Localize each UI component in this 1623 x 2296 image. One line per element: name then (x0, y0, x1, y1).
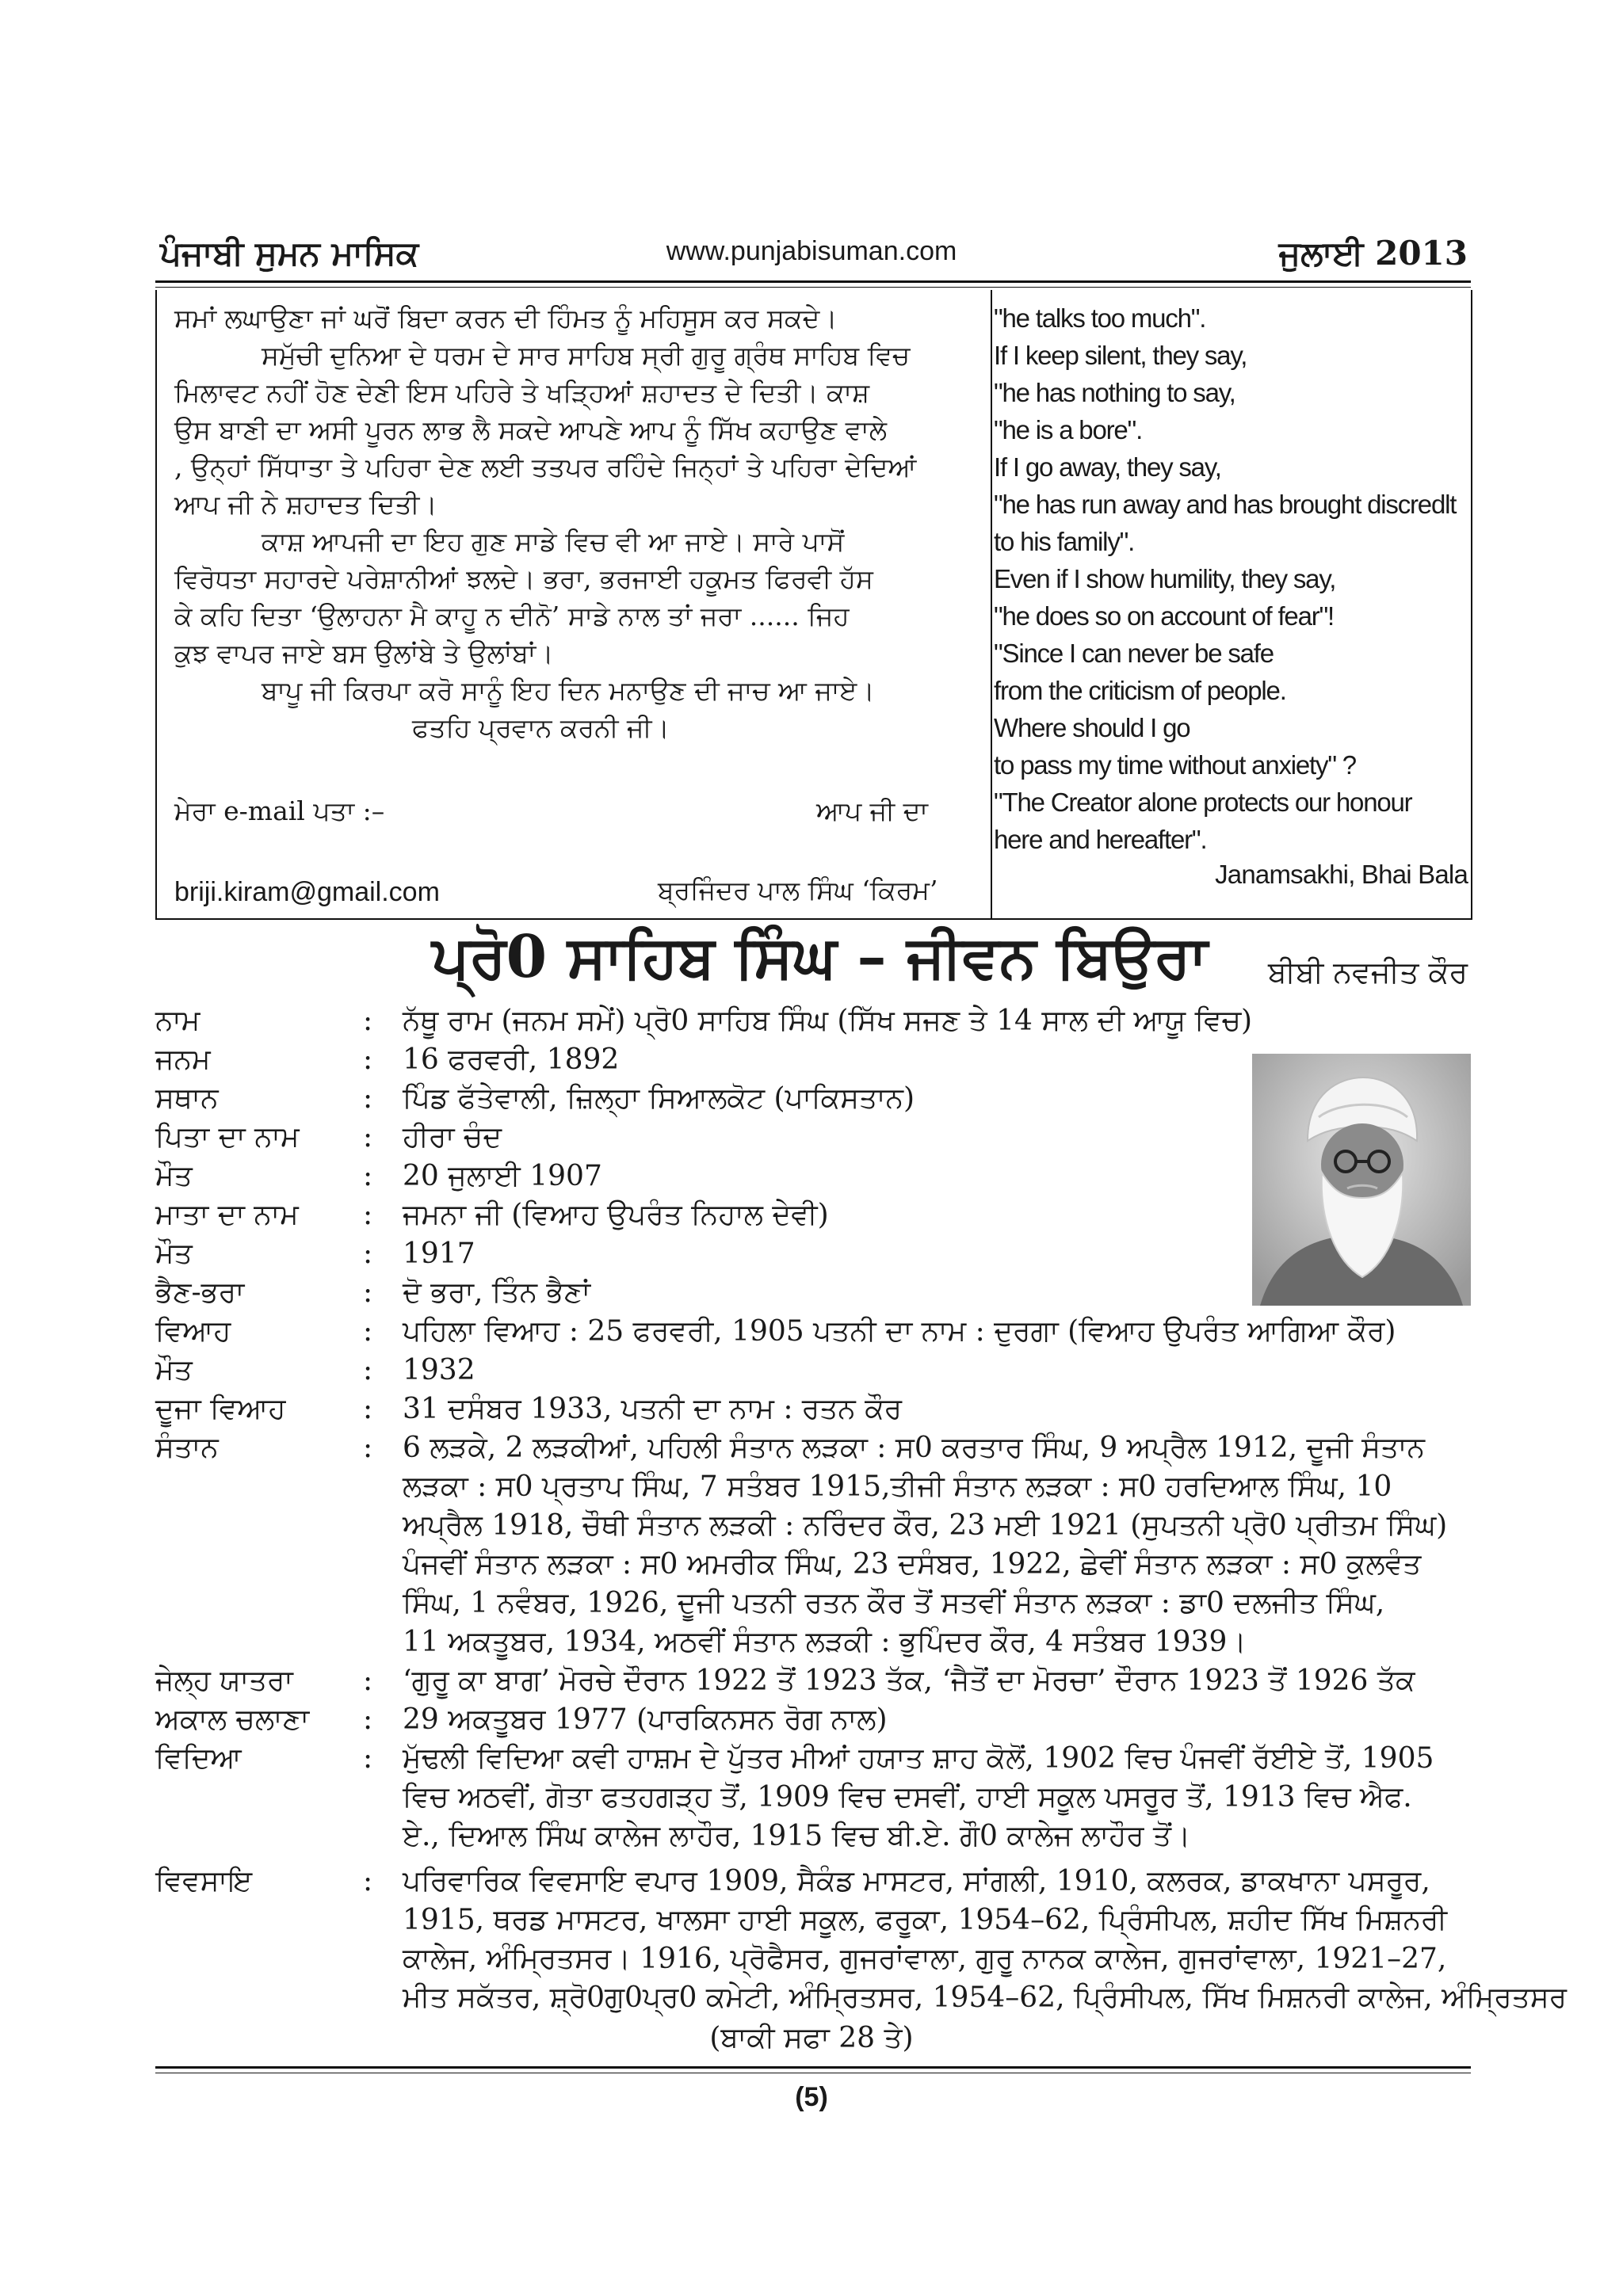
bio-value (403, 1273, 1472, 1312)
page-number: (5) (795, 2082, 828, 2112)
bio-value-line: ਕਾਲੇਜ, ਅੰਮ੍ਰਿਤਸਰ। 1916, ਪ੍ਰੋਫੈਸਰ, ਗੁਜਰਾਂਵਾਲਾ, ਗੁਰੂ ਨਾਨਕ ਕਾਲੇਜ, ਗੁਜਰਾਂਵਾਲਾ, 1921–27, (403, 1943, 1447, 1975)
bio-label: ਵਿਵਸਾਇ (155, 1865, 253, 1897)
letter-line: ਉਸ ਬਾਣੀ ਦਾ ਅਸੀ ਪੂਰਨ ਲਾਭ ਲੈ ਸਕਦੇ ਆਪਣੇ ਆਪ ਨੂੰ ਸਿੱਖ ਕਹਾਉਣ ਵਾਲੇ (174, 414, 887, 445)
header-rule-thin (155, 287, 1471, 288)
article-author: ਬੀਬੀ ਨਵਜੀਤ ਕੌਰ (1267, 955, 1468, 990)
bio-value-line: ਪੰਜਵੀਂ ਸੰਤਾਨ ਲੜਕਾ : ਸ0 ਅਮਰੀਕ ਸਿੰਘ, 23 ਦਸੰਬਰ, 1922, ਛੇਵੀਂ ਸੰਤਾਨ ਲੜਕਾ : ਸ0 ਕੁਲਵੰਤ (403, 1548, 1422, 1581)
bio-value (403, 1661, 1472, 1700)
bio-value-line: ਅਪ੍ਰੈਲ 1918, ਚੌਥੀ ਸੰਤਾਨ ਲੜਕੀ : ਨਰਿੰਦਰ ਕੌਰ, 23 ਮਈ 1921 (ਸੁਪਤਨੀ ਪ੍ਰੋ0 ਪ੍ਰੀਤਮ ਸਿੰਘ) (403, 1509, 1448, 1542)
letter-line: ਕਾਸ਼ ਆਪਜੀ ਦਾ ਇਹ ਗੁਣ ਸਾਡੇ ਵਿਚ ਵੀ ਆ ਜਾਏ। ਸਾਰੇ ਪਾਸੋਂ (262, 526, 845, 557)
quote-line: Even if I show humility, they say, (994, 564, 1336, 593)
quote-line: If I go away, they say, (994, 452, 1221, 482)
letter-line: ਸਮੁੱਚੀ ਦੁਨਿਆ ਦੇ ਧਰਮ ਦੇ ਸਾਰ ਸਾਹਿਬ ਸ੍ਰੀ ਗੁਰੂ ਗ੍ਰੰਥ ਸਾਹਿਬ ਵਿਚ (262, 340, 911, 371)
bio-value (403, 1700, 1472, 1739)
bio-label: ਮੌਤ (155, 1354, 193, 1386)
quote-line: here and hereafter". (994, 825, 1207, 854)
bio-value (403, 1351, 1472, 1390)
quote-line: If I keep silent, they say, (994, 341, 1247, 370)
email-label: ਮੇਰਾ e-mail ਪਤਾ :– (174, 795, 385, 826)
quote-line: "he does so on account of fear"! (994, 601, 1334, 631)
bio-value (403, 1196, 1472, 1234)
bio-colon: : (363, 1393, 373, 1425)
bio-label: ਮੌਤ (155, 1238, 193, 1270)
quote-line: "he has run away and has brought discredlt (994, 490, 1457, 519)
quote-line: "he has nothing to say, (994, 378, 1235, 407)
bio-colon: : (363, 1865, 373, 1897)
bio-label: ਭੈਣ-ਭਰਾ (155, 1276, 245, 1309)
bio-colon: : (363, 1238, 373, 1270)
bio-value-line: ਹੀਰਾ ਚੰਦ (403, 1121, 502, 1154)
bio-value (403, 1739, 1472, 1855)
letter-line: ਸਮਾਂ ਲਘਾਉਣਾ ਜਾਂ ਘਰੋਂ ਬਿਦਾ ਕਰਨ ਦੀ ਹਿੰਮਤ ਨੂੰ ਮਹਿਸੂਸ ਕਰ ਸਕਦੇ। (174, 303, 838, 334)
quote-line: "he is a bore". (994, 415, 1143, 444)
bio-value-line: ਮੀਤ ਸਕੱਤਰ, ਸ਼੍ਰੋ0ਗੁ0ਪ੍ਰ0 ਕਮੇਟੀ, ਅੰਮ੍ਰਿਤਸਰ, 1954–62, ਪ੍ਰਿੰਸੀਪਲ, ਸਿੱਖ ਮਿਸ਼ਨਰੀ ਕਾਲੇਜ, ਅੰਮ੍ਰਿਤਸਰ (403, 1981, 1568, 2014)
bio-colon: : (363, 1703, 373, 1736)
bio-colon: : (363, 1160, 373, 1192)
bio-value-line: ਦੋ ਭਰਾ, ਤਿੰਨ ਭੈਣਾਂ (403, 1276, 591, 1309)
issue-date: ਜੁਲਾਈ 2013 (1278, 234, 1468, 273)
bio-value-line: ਏ., ਦਿਆਲ ਸਿੰਘ ਕਾਲੇਜ ਲਾਹੌਰ, 1915 ਵਿਚ ਬੀ.ਏ. ਗੌ0 ਕਾਲੇਜ ਲਾਹੌਰ ਤੋਂ। (403, 1820, 1191, 1852)
bio-colon: : (363, 1199, 373, 1231)
letter-line: ਆਪ ਜੀ ਨੇ ਸ਼ਹਾਦਤ ਦਿਤੀ। (174, 489, 437, 520)
bio-value (403, 1040, 1472, 1079)
bio-value-line: 11 ਅਕਤੂਬਰ, 1934, ਅਠਵੀਂ ਸੰਤਾਨ ਲੜਕੀ : ਭੁਪਿੰਦਰ ਕੌਰ, 4 ਸਤੰਬਰ 1939। (403, 1626, 1247, 1658)
bio-label: ਮੌਤ (155, 1160, 193, 1192)
quote-line: to pass my time without anxiety" ? (994, 750, 1356, 780)
bio-label: ਸਥਾਨ (155, 1082, 219, 1115)
quote-line: "Since I can never be safe (994, 639, 1274, 668)
bio-value (403, 1312, 1472, 1351)
letter-closing: ਆਪ ਜੀ ਦਾ (816, 795, 928, 826)
bio-colon: : (363, 1432, 373, 1464)
bio-colon: : (363, 1354, 373, 1386)
quote-line: to his family". (994, 527, 1135, 556)
bio-label: ਸੰਤਾਨ (155, 1432, 219, 1464)
header-rule (155, 280, 1471, 283)
bio-value-line: ਵਿਚ ਅਠਵੀਂ, ਗੋਤਾ ਫਤਹਗੜ੍ਹ ਤੋਂ, 1909 ਵਿਚ ਦਸਵੀਂ, ਹਾਈ ਸਕੂਲ ਪਸਰੂਰ ਤੋਂ, 1913 ਵਿਚ ਐਫ. (403, 1781, 1412, 1814)
bio-value-line: 1917 (403, 1238, 475, 1270)
bio-value-line: ਮੁੱਢਲੀ ਵਿਦਿਆ ਕਵੀ ਹਾਸ਼ਮ ਦੇ ਪੁੱਤਰ ਮੀਆਂ ਹਯਾਤ ਸ਼ਾਹ ਕੋਲੋਂ, 1902 ਵਿਚ ਪੰਜਵੀਂ ਰੱਈਏ ਤੋਂ, 1905 (403, 1742, 1434, 1775)
bio-value-line: 31 ਦਸੰਬਰ 1933, ਪਤਨੀ ਦਾ ਨਾਮ : ਰਤਨ ਕੌਰ (403, 1393, 903, 1425)
bio-value (403, 1234, 1472, 1273)
letter-line: ਫਤਹਿ ਪ੍ਰਵਾਨ ਕਰਨੀ ਜੀ। (412, 712, 670, 743)
letter-line: ਮਿਲਾਵਟ ਨਹੀਂ ਹੋਣ ਦੇਣੀ ਇਸ ਪਹਿਰੇ ਤੇ ਖੜ੍ਹਿਆਂ ਸ਼ਹਾਦਤ ਦੇ ਦਿਤੀ। ਕਾਸ਼ (174, 377, 870, 408)
website-url[interactable]: www.punjabisuman.com (666, 236, 957, 266)
bio-label: ਵਿਦਿਆ (155, 1742, 242, 1775)
bio-colon: : (363, 1315, 373, 1348)
bio-value-line: ਨੱਥੂ ਰਾਮ (ਜਨਮ ਸਮੇਂ) ਪ੍ਰੋ0 ਸਾਹਿਬ ਸਿੰਘ (ਸਿੱਖ ਸਜਣ ਤੇ 14 ਸਾਲ ਦੀ ਆਯੂ ਵਿਚ) (403, 1005, 1253, 1037)
bio-label: ਵਿਆਹ (155, 1315, 231, 1348)
bio-label: ਦੂਜਾ ਵਿਆਹ (155, 1393, 286, 1425)
bio-value-line: ਪਿੰਡ ਫੱਤੇਵਾਲੀ, ਜ਼ਿਲ੍ਹਾ ਸਿਆਲਕੋਟ (ਪਾਕਿਸਤਾਨ) (403, 1082, 915, 1115)
bio-value (403, 1428, 1472, 1661)
bio-label: ਨਾਮ (155, 1005, 200, 1037)
bio-colon: : (363, 1742, 373, 1775)
quote-line: from the criticism of people. (994, 676, 1286, 705)
bio-label: ਜਨਮ (155, 1043, 211, 1076)
bio-label: ਅਕਾਲ ਚਲਾਣਾ (155, 1703, 310, 1736)
bio-label: ਪਿਤਾ ਦਾ ਨਾਮ (155, 1121, 300, 1154)
bio-value-line: ਪਰਿਵਾਰਿਕ ਵਿਵਸਾਇ ਵਪਾਰ 1909, ਸੈਕੰਡ ਮਾਸਟਰ, ਸਾਂਗਲੀ, 1910, ਕਲਰਕ, ਡਾਕਖਾਨਾ ਪਸਰੂਰ, (403, 1865, 1430, 1897)
letter-line: ਕੇ ਕਹਿ ਦਿਤਾ ‘ਉਲਾਹਨਾ ਮੈ ਕਾਹੂ ਨ ਦੀਨੋ’ ਸਾਡੇ ਨਾਲ ਤਾਂ ਜਰਾ ...... ਜਿਹ (174, 601, 850, 631)
letter-line: ਵਿਰੋਧਤਾ ਸਹਾਰਦੇ ਪਰੇਸ਼ਾਨੀਆਂ ਝਲਦੇ। ਭਰਾ, ਭਰਜਾਈ ਹਕੂਮਤ ਫਿਰਵੀ ਹੱਸ (174, 563, 873, 594)
bio-value-line: ਜਮਨਾ ਜੀ (ਵਿਆਹ ਉਪਰੰਤ ਨਿਹਾਲ ਦੇਵੀ) (403, 1199, 829, 1231)
bio-colon: : (363, 1005, 373, 1037)
email-address[interactable]: briji.kiram@gmail.com (174, 877, 440, 907)
quote-attribution: Janamsakhi, Bhai Bala (1215, 860, 1468, 889)
letter-line: , ਉਨ੍ਹਾਂ ਸਿੱਧਾਤਾ ਤੇ ਪਹਿਰਾ ਦੇਣ ਲਈ ਤਤਪਰ ਰਹਿੰਦੇ ਜਿਨ੍ਹਾਂ ਤੇ ਪਹਿਰਾ ਦੇਦਿਆਂ (174, 452, 917, 482)
magazine-name: ਪੰਜਾਬੀ ਸੁਮਨ ਮਾਸਿਕ (160, 234, 419, 273)
bio-value-line: ਸਿੰਘ, 1 ਨਵੰਬਰ, 1926, ਦੂਜੀ ਪਤਨੀ ਰਤਨ ਕੌਰ ਤੋਂ ਸਤਵੀਂ ਸੰਤਾਨ ਲੜਕਾ : ਡਾ0 ਦਲਜੀਤ ਸਿੰਘ, (403, 1587, 1385, 1619)
quote-line: "he talks too much". (994, 303, 1206, 333)
article-title: ਪ੍ਰੋ0 ਸਾਹਿਬ ਸਿੰਘ – ਜੀਵਨ ਬਿਉਰਾ (432, 923, 1208, 991)
bio-value-line: ‘ਗੁਰੂ ਕਾ ਬਾਗ’ ਮੋਰਚੇ ਦੌਰਾਨ 1922 ਤੋਂ 1923 ਤੱਕ, ‘ਜੈਤੋਂ ਦਾ ਮੋਰਚਾ’ ਦੌਰਾਨ 1923 ਤੋਂ 1926 ਤੱਕ (403, 1665, 1415, 1697)
bio-colon: : (363, 1043, 373, 1076)
bio-value (403, 1079, 1472, 1118)
quote-line: "The Creator alone protects our honour (994, 788, 1412, 817)
bio-value (403, 1157, 1472, 1196)
bio-value (403, 1118, 1472, 1157)
bio-value-line: 29 ਅਕਤੂਬਰ 1977 (ਪਾਰਕਿਨਸਨ ਰੋਗ ਨਾਲ) (403, 1703, 888, 1736)
bio-value-line: 20 ਜੁਲਾਈ 1907 (403, 1160, 602, 1192)
bio-colon: : (363, 1121, 373, 1154)
bio-value-line: ਲੜਕਾ : ਸ0 ਪ੍ਰਤਾਪ ਸਿੰਘ, 7 ਸਤੰਬਰ 1915,ਤੀਜੀ ਸੰਤਾਨ ਲੜਕਾ : ਸ0 ਹਰਦਿਆਲ ਸਿੰਘ, 10 (403, 1470, 1392, 1503)
quote-line: Where should I go (994, 713, 1190, 742)
bio-value-line: 1915, ਥਰਡ ਮਾਸਟਰ, ਖਾਲਸਾ ਹਾਈ ਸਕੂਲ, ਫਰੂਕਾ, 1954–62, ਪ੍ਰਿੰਸੀਪਲ, ਸ਼ਹੀਦ ਸਿੱਖ ਮਿਸ਼ਨਰੀ (403, 1904, 1448, 1936)
bio-colon: : (363, 1082, 373, 1115)
bio-value-line: 6 ਲੜਕੇ, 2 ਲੜਕੀਆਂ, ਪਹਿਲੀ ਸੰਤਾਨ ਲੜਕਾ : ਸ0 ਕਰਤਾਰ ਸਿੰਘ, 9 ਅਪ੍ਰੈਲ 1912, ਦੂਜੀ ਸੰਤਾਨ (403, 1432, 1425, 1464)
bio-value (403, 1001, 1472, 1040)
continued-note: (ਬਾਕੀ ਸਫਾ 28 ਤੇ) (709, 2022, 914, 2054)
bio-value (403, 1390, 1472, 1428)
footer-rule (155, 2066, 1471, 2069)
bio-colon: : (363, 1276, 373, 1309)
letter-signature: ਬ੍ਰਜਿੰਦਰ ਪਾਲ ਸਿੰਘ ‘ਕਿਰਮ’ (658, 875, 938, 906)
letter-line: ਕੁਝ ਵਾਪਰ ਜਾਏ ਬਸ ਉਲਾਂਬੇ ਤੇ ਉਲਾਂਬਾਂ। (174, 638, 554, 669)
bio-value-line: ਪਹਿਲਾ ਵਿਆਹ : 25 ਫਰਵਰੀ, 1905 ਪਤਨੀ ਦਾ ਨਾਮ : ਦੁਰਗਾ (ਵਿਆਹ ਉਪਰੰਤ ਆਗਿਆ ਕੌਰ) (403, 1315, 1396, 1348)
bio-value-line: 16 ਫਰਵਰੀ, 1892 (403, 1043, 620, 1076)
bio-label: ਮਾਤਾ ਦਾ ਨਾਮ (155, 1199, 299, 1231)
bio-value-line: 1932 (403, 1354, 475, 1386)
bio-colon: : (363, 1665, 373, 1697)
bio-value (403, 1862, 1568, 2017)
letter-line: ਬਾਪੂ ਜੀ ਕਿਰਪਾ ਕਰੋ ਸਾਨੂੰ ਇਹ ਦਿਨ ਮਨਾਉਣ ਦੀ ਜਾਚ ਆ ਜਾਏ। (262, 675, 875, 706)
bio-label: ਜੇਲ੍ਹ ਯਾਤਰਾ (155, 1665, 293, 1697)
